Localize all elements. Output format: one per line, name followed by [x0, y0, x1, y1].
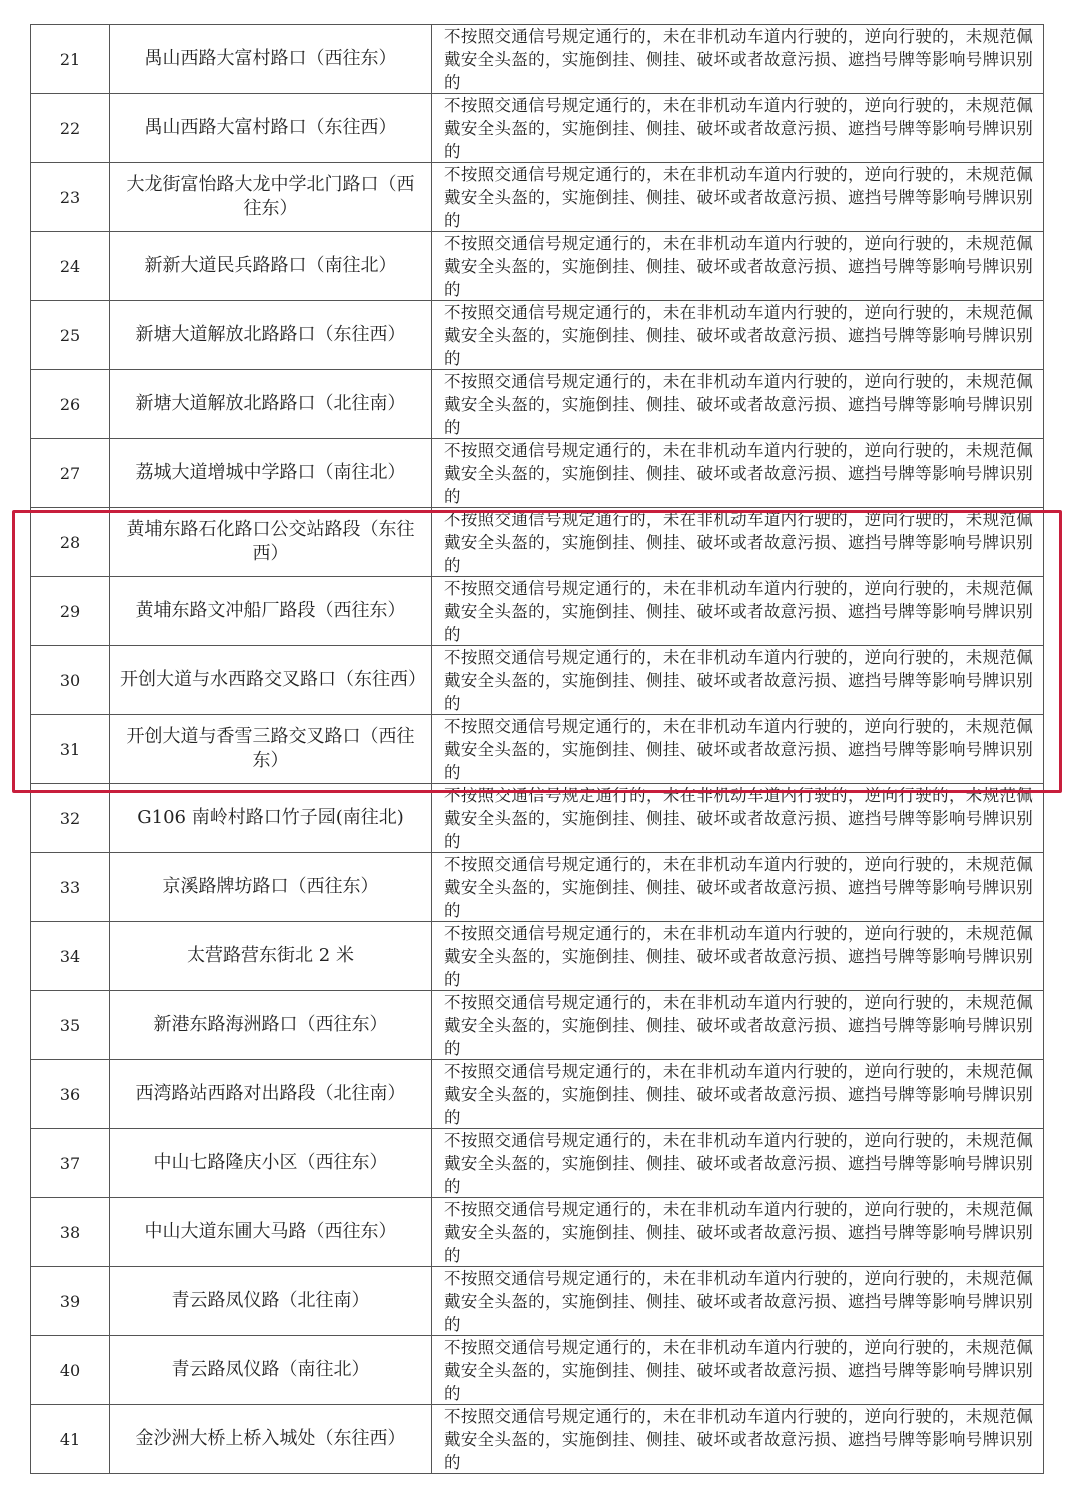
violation-cell: [432, 1129, 1044, 1198]
location-cell: 中山大道东圃大马路（西往东）: [110, 1198, 432, 1267]
violation-cell: [432, 1198, 1044, 1267]
table-row: [31, 784, 1044, 853]
table-row: [31, 370, 1044, 439]
violation-cell: [432, 508, 1044, 577]
table-row: [31, 508, 1044, 577]
violation-cell: [432, 715, 1044, 784]
violation-cell: [432, 94, 1044, 163]
table-row: [31, 1129, 1044, 1198]
violation-location-table: [30, 24, 1044, 1474]
violation-text: 不按照交通信号规定通行的，未在非机动车道内行驶的，逆向行驶的，未规范佩戴安全头盔的，实施倒挂、侧挂、破坏或者故意污损、遮挡号牌等影响号牌识别的: [444, 165, 1033, 230]
violation-text: 不按照交通信号规定通行的，未在非机动车道内行驶的，逆向行驶的，未规范佩戴安全头盔的，实施倒挂、侧挂、破坏或者故意污损、遮挡号牌等影响号牌识别的: [444, 303, 1033, 368]
violation-text: 不按照交通信号规定通行的，未在非机动车道内行驶的，逆向行驶的，未规范佩戴安全头盔的，实施倒挂、侧挂、破坏或者故意污损、遮挡号牌等影响号牌识别的: [444, 648, 1033, 713]
row-number: 40: [31, 1336, 110, 1405]
location-cell: 开创大道与水西路交叉路口（东往西）: [110, 646, 432, 715]
location-cell: 新港东路海洲路口（西往东）: [110, 991, 432, 1060]
violation-cell: [432, 370, 1044, 439]
violation-text: 不按照交通信号规定通行的，未在非机动车道内行驶的，逆向行驶的，未规范佩戴安全头盔的，实施倒挂、侧挂、破坏或者故意污损、遮挡号牌等影响号牌识别的: [444, 96, 1033, 161]
location-cell: 黄埔东路文冲船厂路段（西往东）: [110, 577, 432, 646]
table-row: [31, 1336, 1044, 1405]
row-number: 36: [31, 1060, 110, 1129]
violation-cell: [432, 232, 1044, 301]
row-number: 30: [31, 646, 110, 715]
violation-cell: [432, 991, 1044, 1060]
table-row: [31, 646, 1044, 715]
location-cell: 金沙洲大桥上桥入城处（东往西）: [110, 1405, 432, 1474]
row-number: 29: [31, 577, 110, 646]
violation-cell: [432, 301, 1044, 370]
violation-cell: [432, 646, 1044, 715]
location-cell: G106 南岭村路口竹子园(南往北): [110, 784, 432, 853]
violation-cell: [432, 853, 1044, 922]
violation-cell: [432, 922, 1044, 991]
violation-text: 不按照交通信号规定通行的，未在非机动车道内行驶的，逆向行驶的，未规范佩戴安全头盔的，实施倒挂、侧挂、破坏或者故意污损、遮挡号牌等影响号牌识别的: [444, 1407, 1033, 1472]
table-row: [31, 1198, 1044, 1267]
violation-text: 不按照交通信号规定通行的，未在非机动车道内行驶的，逆向行驶的，未规范佩戴安全头盔的，实施倒挂、侧挂、破坏或者故意污损、遮挡号牌等影响号牌识别的: [444, 510, 1033, 575]
violation-text: 不按照交通信号规定通行的，未在非机动车道内行驶的，逆向行驶的，未规范佩戴安全头盔的，实施倒挂、侧挂、破坏或者故意污损、遮挡号牌等影响号牌识别的: [444, 234, 1033, 299]
table-row: [31, 25, 1044, 94]
violation-text: 不按照交通信号规定通行的，未在非机动车道内行驶的，逆向行驶的，未规范佩戴安全头盔的，实施倒挂、侧挂、破坏或者故意污损、遮挡号牌等影响号牌识别的: [444, 1338, 1033, 1403]
violation-text: 不按照交通信号规定通行的，未在非机动车道内行驶的，逆向行驶的，未规范佩戴安全头盔的，实施倒挂、侧挂、破坏或者故意污损、遮挡号牌等影响号牌识别的: [444, 924, 1033, 989]
violation-cell: [432, 1405, 1044, 1474]
table-row: [31, 1405, 1044, 1474]
row-number: 22: [31, 94, 110, 163]
table-row: [31, 853, 1044, 922]
location-cell: 青云路凤仪路（北往南）: [110, 1267, 432, 1336]
location-cell: 禺山西路大富村路口（东往西）: [110, 94, 432, 163]
table-row: [31, 94, 1044, 163]
location-cell: 中山七路隆庆小区（西往东）: [110, 1129, 432, 1198]
location-cell: 荔城大道增城中学路口（南往北）: [110, 439, 432, 508]
row-number: 39: [31, 1267, 110, 1336]
violation-text: 不按照交通信号规定通行的，未在非机动车道内行驶的，逆向行驶的，未规范佩戴安全头盔的，实施倒挂、侧挂、破坏或者故意污损、遮挡号牌等影响号牌识别的: [444, 579, 1033, 644]
row-number: 21: [31, 25, 110, 94]
table-row: [31, 577, 1044, 646]
location-cell: 新新大道民兵路路口（南往北）: [110, 232, 432, 301]
row-number: 37: [31, 1129, 110, 1198]
location-cell: 新塘大道解放北路路口（东往西）: [110, 301, 432, 370]
location-cell: 西湾路站西路对出路段（北往南）: [110, 1060, 432, 1129]
violation-cell: [432, 577, 1044, 646]
table-row: [31, 715, 1044, 784]
location-cell: 京溪路牌坊路口（西往东）: [110, 853, 432, 922]
location-cell: 青云路凤仪路（南往北）: [110, 1336, 432, 1405]
violation-text: 不按照交通信号规定通行的，未在非机动车道内行驶的，逆向行驶的，未规范佩戴安全头盔的，实施倒挂、侧挂、破坏或者故意污损、遮挡号牌等影响号牌识别的: [444, 1062, 1033, 1127]
violation-text: 不按照交通信号规定通行的，未在非机动车道内行驶的，逆向行驶的，未规范佩戴安全头盔的，实施倒挂、侧挂、破坏或者故意污损、遮挡号牌等影响号牌识别的: [444, 717, 1033, 782]
row-number: 38: [31, 1198, 110, 1267]
row-number: 35: [31, 991, 110, 1060]
table-body: [31, 25, 1044, 1474]
violation-text: 不按照交通信号规定通行的，未在非机动车道内行驶的，逆向行驶的，未规范佩戴安全头盔的，实施倒挂、侧挂、破坏或者故意污损、遮挡号牌等影响号牌识别的: [444, 1131, 1033, 1196]
row-number: 32: [31, 784, 110, 853]
table-row: [31, 1267, 1044, 1336]
violation-cell: [432, 439, 1044, 508]
row-number: 28: [31, 508, 110, 577]
table-row: [31, 163, 1044, 232]
row-number: 31: [31, 715, 110, 784]
row-number: 26: [31, 370, 110, 439]
table-row: [31, 301, 1044, 370]
location-cell: 新塘大道解放北路路口（北往南）: [110, 370, 432, 439]
violation-cell: [432, 25, 1044, 94]
location-cell: 大龙街富怡路大龙中学北门路口（西往东）: [110, 163, 432, 232]
violation-cell: [432, 1060, 1044, 1129]
violation-text: 不按照交通信号规定通行的，未在非机动车道内行驶的，逆向行驶的，未规范佩戴安全头盔的，实施倒挂、侧挂、破坏或者故意污损、遮挡号牌等影响号牌识别的: [444, 372, 1033, 437]
table-row: [31, 1060, 1044, 1129]
violation-text: 不按照交通信号规定通行的，未在非机动车道内行驶的，逆向行驶的，未规范佩戴安全头盔的，实施倒挂、侧挂、破坏或者故意污损、遮挡号牌等影响号牌识别的: [444, 1200, 1033, 1265]
location-cell: 黄埔东路石化路口公交站路段（东往西）: [110, 508, 432, 577]
row-number: 23: [31, 163, 110, 232]
table-row: [31, 922, 1044, 991]
location-cell: 开创大道与香雪三路交叉路口（西往东）: [110, 715, 432, 784]
table-row: [31, 991, 1044, 1060]
location-cell: 太营路营东街北 2 米: [110, 922, 432, 991]
row-number: 41: [31, 1405, 110, 1474]
violation-text: 不按照交通信号规定通行的，未在非机动车道内行驶的，逆向行驶的，未规范佩戴安全头盔的，实施倒挂、侧挂、破坏或者故意污损、遮挡号牌等影响号牌识别的: [444, 993, 1033, 1058]
violation-cell: [432, 1336, 1044, 1405]
location-cell: 禺山西路大富村路口（西往东）: [110, 25, 432, 94]
violation-text: 不按照交通信号规定通行的，未在非机动车道内行驶的，逆向行驶的，未规范佩戴安全头盔的，实施倒挂、侧挂、破坏或者故意污损、遮挡号牌等影响号牌识别的: [444, 855, 1033, 920]
violation-text: 不按照交通信号规定通行的，未在非机动车道内行驶的，逆向行驶的，未规范佩戴安全头盔的，实施倒挂、侧挂、破坏或者故意污损、遮挡号牌等影响号牌识别的: [444, 441, 1033, 506]
table-row: [31, 232, 1044, 301]
table-row: [31, 439, 1044, 508]
row-number: 27: [31, 439, 110, 508]
violation-text: 不按照交通信号规定通行的，未在非机动车道内行驶的，逆向行驶的，未规范佩戴安全头盔的，实施倒挂、侧挂、破坏或者故意污损、遮挡号牌等影响号牌识别的: [444, 786, 1033, 851]
row-number: 24: [31, 232, 110, 301]
violation-cell: [432, 784, 1044, 853]
violation-cell: [432, 1267, 1044, 1336]
row-number: 33: [31, 853, 110, 922]
row-number: 25: [31, 301, 110, 370]
violation-cell: [432, 163, 1044, 232]
violation-text: 不按照交通信号规定通行的，未在非机动车道内行驶的，逆向行驶的，未规范佩戴安全头盔的，实施倒挂、侧挂、破坏或者故意污损、遮挡号牌等影响号牌识别的: [444, 27, 1033, 92]
row-number: 34: [31, 922, 110, 991]
violation-text: 不按照交通信号规定通行的，未在非机动车道内行驶的，逆向行驶的，未规范佩戴安全头盔的，实施倒挂、侧挂、破坏或者故意污损、遮挡号牌等影响号牌识别的: [444, 1269, 1033, 1334]
